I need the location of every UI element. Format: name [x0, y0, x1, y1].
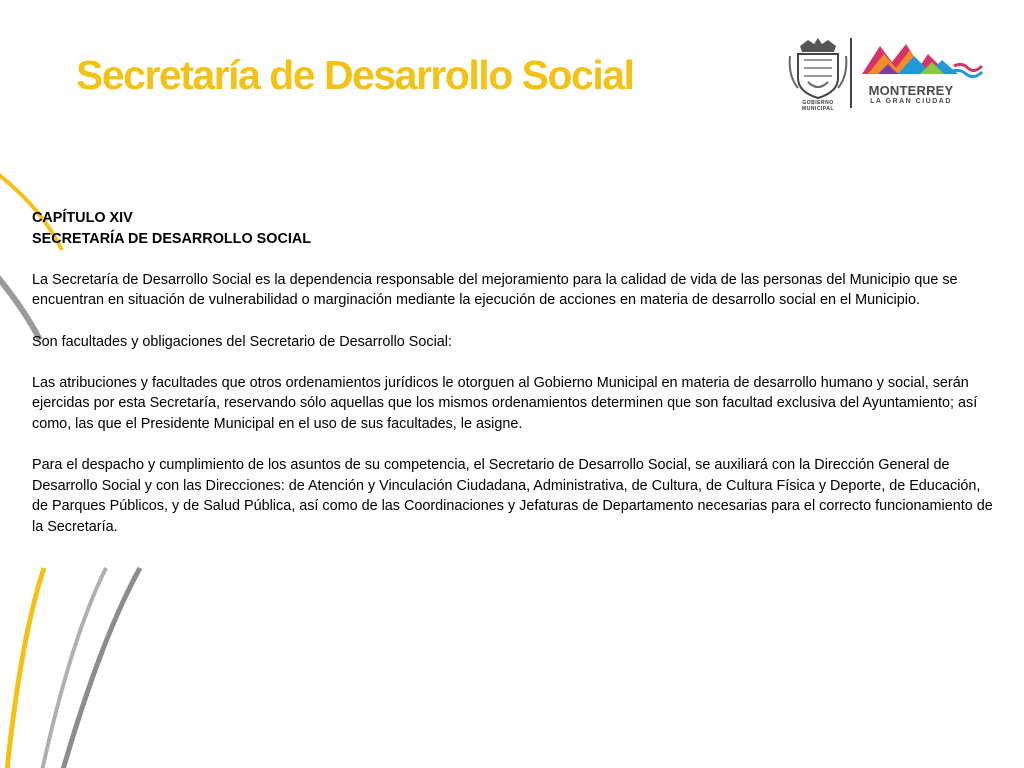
logo-divider: [850, 38, 852, 108]
chapter-number: CAPÍTULO XIV: [32, 210, 133, 226]
municipal-seal-logo: [786, 36, 850, 110]
paragraph-faculties-intro: Son facultades y obligaciones del Secretario de Desarrollo Social:: [32, 333, 452, 350]
logo-area: [786, 36, 986, 110]
monterrey-brand-logo: [858, 36, 986, 110]
document-body: [32, 208, 994, 558]
brand-tagline: LA GRAN CIUDAD: [870, 98, 952, 105]
page-title: Secretaría de Desarrollo Social: [76, 52, 634, 98]
section-title: SECRETARÍA DE DESARROLLO SOCIAL: [32, 230, 312, 247]
brand-name: MONTERREY: [868, 83, 954, 98]
gray-curve-bottom-outer: [60, 568, 140, 768]
paragraph-directions: Para el despacho y cumplimiento de los asuntos de su competencia, el Secretario de Desarrollo Social, se auxiliará con la Dirección General de Desarrollo Social y con las Direcciones: de Atención y Vinculación Ciudadana, Administrativa, de Cultura, de Cultura Física y Deporte, de Educación, de Parques Públicos, y de Salud Pública, así como de las Coordinaciones y Jefaturas de Departamento necesarias para el correcto funcionamiento de la Secretaría.: [32, 457, 993, 535]
paragraph-attributions: Las atribuciones y facultades que otros ordenamientos jurídicos le otorguen al Gobierno Municipal en materia de desarrollo humano y social, serán ejercidas por esta Secretaría, reservando sólo aquellas que los mismos ordenamientos determinen que son facultad exclusiva del Ayuntamiento; así como, las que el Presidente Municipal en el uso de sus facultades, le asigne.: [32, 374, 978, 432]
seal-caption: GOBIERNO MUNICIPAL: [802, 100, 834, 112]
yellow-curve-bottom: [6, 568, 44, 768]
paragraph-mission: La Secretaría de Desarrollo Social es la dependencia responsable del mejoramiento para la calidad de vida de las personas del Municipio que se encuentran en situación de vulnerabilidad o marginación mediante la ejecución de acciones en materia de desarrollo social en el Municipio.: [32, 271, 958, 309]
document-heading-block: [32, 208, 994, 249]
mountain-emblem-icon: [858, 36, 986, 84]
